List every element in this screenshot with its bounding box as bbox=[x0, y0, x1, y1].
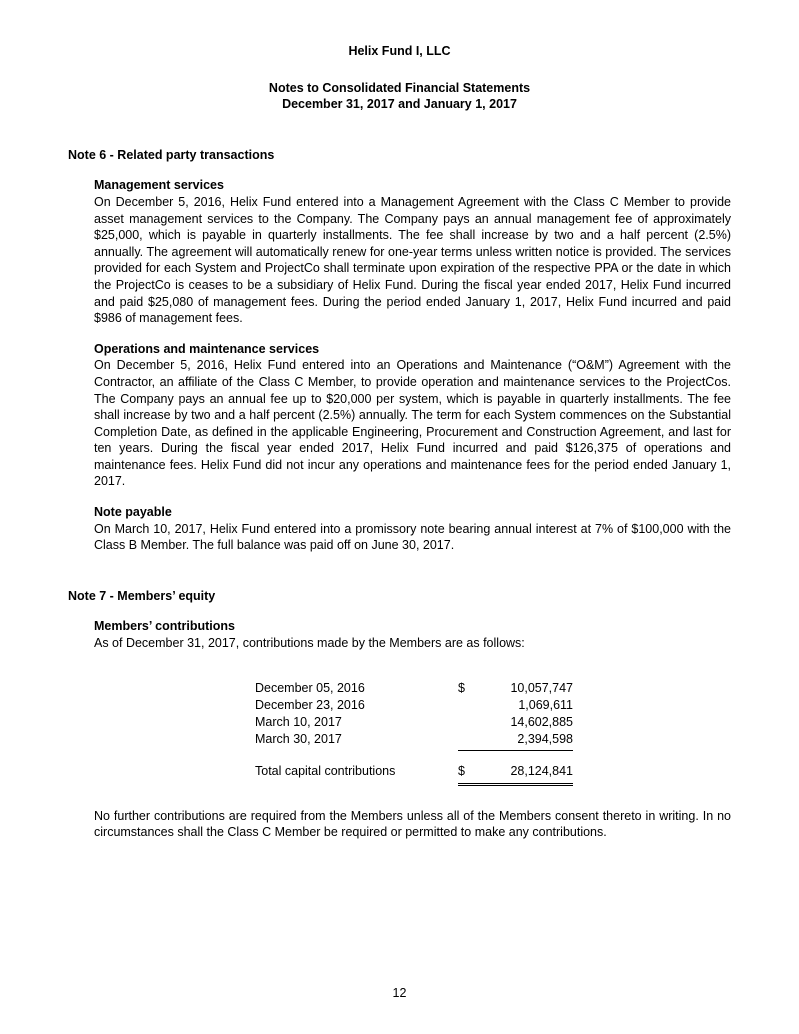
note6-heading: Note 6 - Related party transactions bbox=[68, 147, 275, 162]
row-amount: 1,069,611 bbox=[518, 697, 573, 712]
row-amount-group bbox=[458, 714, 573, 731]
total-amount: 28,124,841 bbox=[510, 764, 573, 779]
row-amount: 10,057,747 bbox=[510, 680, 573, 695]
table-row bbox=[255, 697, 573, 714]
section-note-payable bbox=[94, 504, 731, 554]
section-title: Members’ contributions bbox=[94, 619, 235, 634]
company-name: Helix Fund I, LLC bbox=[348, 44, 451, 58]
row-label: December 05, 2016 bbox=[255, 680, 365, 695]
section-body: On December 5, 2016, Helix Fund entered into an Operations and Maintenance (“O&M”) Agreement with the Contractor, an affiliate of the Class C Member, to provide operation and maintenance services to the ProjectCos. The Company pays an annual fee up to $20,000 per system, which is payable in quarterly installments. The fee shall increase by two and a half percent (2.5%) annually. The term for each System commences on the Substantial Completion Date, as defined in the applicable Engineering, Procurement and Construction Agreement, and last for ten years. During the fiscal year ended 2017, Helix Fund incurred and paid $126,375 of operations and maintenance fees. Helix Fund did not incur any operations and maintenance fees for the period ended January 1, 2017. bbox=[94, 358, 731, 489]
section-title: Management services bbox=[94, 178, 224, 193]
currency-symbol bbox=[458, 731, 490, 748]
row-label: March 30, 2017 bbox=[255, 732, 342, 747]
section-body: On March 10, 2017, Helix Fund entered into a promissory note bearing annual interest at 7% of $100,000 with the Class B Member. The full balance was paid off on June 30, 2017. bbox=[94, 521, 731, 553]
section-title: Note payable bbox=[94, 505, 172, 520]
row-amount-group bbox=[458, 697, 573, 714]
currency-symbol: $ bbox=[458, 764, 465, 779]
table-row bbox=[255, 731, 573, 751]
section-body: On December 5, 2016, Helix Fund entered into a Management Agreement with the Class C Member to provide asset management services to the Company. The Company pays an annual management fee of approximately $25,000, which is payable in quarterly installments. The fee shall increase by two and a half percent (2.5%) annually. The agreement will automatically renew for one-year terms unless written notice is provided. The services provided for each System and ProjectCo shall terminate upon expiration of the respective PPA or the date in which the ProjectCo is ceases to be a subsidiary of Helix Fund. During the fiscal year ended 2017, Helix Fund incurred and paid $25,080 of management fees. During the period ended January 1, 2017, Helix Fund incurred and paid $986 of management fees. bbox=[94, 194, 731, 326]
row-amount: 2,394,598 bbox=[517, 732, 573, 747]
currency-symbol: $ bbox=[458, 680, 465, 695]
section-management-services bbox=[94, 177, 731, 326]
row-amount: 14,602,885 bbox=[510, 715, 573, 730]
contributions-table bbox=[255, 680, 573, 786]
table-row bbox=[255, 680, 573, 697]
table-total-row bbox=[255, 763, 573, 785]
document-body bbox=[68, 147, 731, 841]
section-closing: No further contributions are required from the Members unless all of the Members consent thereto in writing. In no circumstances shall the Class C Member be required or permitted to make any contributions. bbox=[94, 808, 731, 840]
row-amount-group bbox=[458, 731, 573, 751]
total-amount-group bbox=[458, 763, 573, 785]
section-operations-maintenance bbox=[94, 341, 731, 490]
section-members-contributions bbox=[94, 618, 731, 840]
row-label: March 10, 2017 bbox=[255, 715, 342, 730]
table-row bbox=[255, 714, 573, 731]
document-header bbox=[0, 0, 799, 113]
currency-symbol bbox=[458, 714, 490, 731]
document-date-line: December 31, 2017 and January 1, 2017 bbox=[282, 97, 517, 112]
currency-symbol bbox=[458, 697, 490, 714]
total-label: Total capital contributions bbox=[255, 764, 396, 779]
section-title: Operations and maintenance services bbox=[94, 341, 320, 356]
row-label: December 23, 2016 bbox=[255, 697, 365, 712]
row-amount-group bbox=[458, 680, 573, 697]
document-title: Notes to Consolidated Financial Statements bbox=[268, 80, 531, 95]
note7-heading: Note 7 - Members’ equity bbox=[68, 588, 216, 603]
page-number: 12 bbox=[392, 986, 407, 1001]
section-intro: As of December 31, 2017, contributions made by the Members are as follows: bbox=[94, 636, 525, 651]
